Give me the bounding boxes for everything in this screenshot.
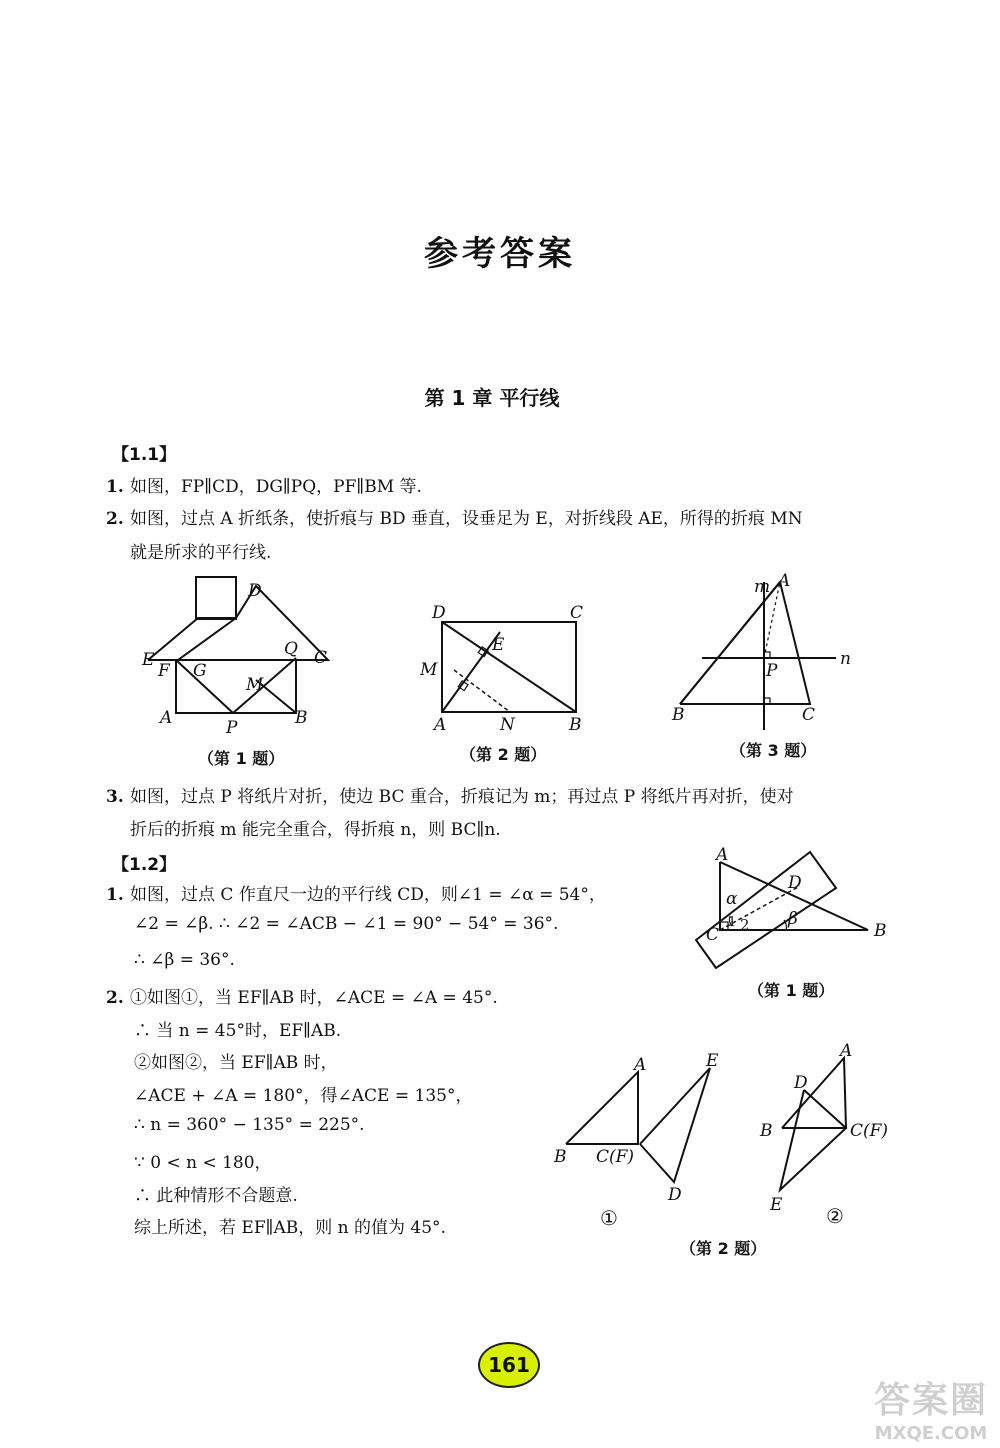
svg-text:C: C [706, 925, 720, 945]
svg-text:C(F): C(F) [850, 1121, 889, 1141]
svg-text:A: A [634, 1055, 647, 1075]
svg-text:B: B [760, 1121, 773, 1141]
figure-marker-1: ① [600, 1206, 618, 1230]
svg-text:D: D [248, 581, 262, 601]
svg-text:2: 2 [740, 916, 750, 934]
watermark-url: MXQE.COM [874, 1423, 988, 1444]
figure-triangle-folds [668, 570, 858, 730]
answer-text: 如图，FP∥CD，DG∥PQ，PF∥BM 等. [130, 477, 422, 497]
watermark [874, 1372, 988, 1444]
svg-text:A: A [778, 571, 791, 591]
answer-line: ∵ 0 < n < 180， [134, 1153, 272, 1173]
svg-text:C: C [570, 603, 584, 623]
svg-text:B: B [672, 705, 685, 725]
svg-text:E: E [492, 635, 505, 655]
answer-line: 综上所述，若 EF∥AB，则 n 的值为 45°. [134, 1218, 446, 1238]
answer-text: 如图，过点 A 折纸条，使折痕与 BD 垂直，设垂足为 E，对折线段 AE，所得的折痕 MN [130, 509, 803, 529]
figure-house [138, 570, 338, 740]
svg-text:Q: Q [284, 639, 298, 659]
svg-text:P: P [226, 718, 238, 738]
answer-1-1-q1 [106, 472, 422, 497]
svg-text:E: E [142, 650, 155, 670]
figure-ruler-triangle [690, 842, 900, 972]
svg-text:A: A [434, 715, 447, 735]
svg-text:n: n [840, 649, 851, 669]
answer-line: ∴ 当 n = 45°时，EF∥AB. [134, 1021, 342, 1041]
figure-caption: （第 2 题） [460, 745, 547, 764]
question-number: 1. [106, 477, 124, 497]
answer-1-1-q3-cont: 折后的折痕 m 能完全重合，得折痕 n，则 BC∥n. [130, 820, 501, 840]
svg-text:1: 1 [728, 915, 737, 930]
section-label-1-1: 【1.1】 [112, 445, 177, 465]
answer-line: ②如图②，当 EF∥AB 时， [134, 1053, 338, 1073]
svg-text:D: D [788, 873, 802, 893]
answer-line: ∴ n = 360° − 135° = 225°. [134, 1115, 365, 1135]
answer-line: ∴ 此种情形不合题意. [134, 1186, 298, 1206]
chapter-heading: 第 1 章 平行线 [424, 386, 560, 410]
section-label-1-2: 【1.2】 [112, 855, 177, 875]
svg-text:A: A [716, 845, 729, 865]
svg-text:β: β [788, 909, 798, 929]
figure-caption: （第 2 题） [680, 1239, 767, 1258]
answer-text: 如图，过点 C 作直尺一边的平行线 CD，则∠1 = ∠α = 54°， [130, 885, 606, 905]
svg-text:E: E [770, 1195, 783, 1210]
question-number: 1. [106, 885, 124, 905]
watermark-text: 答案圈 [873, 1380, 988, 1421]
page-title: 参考答案 [424, 234, 576, 274]
figure-caption: （第 1 题） [198, 749, 285, 768]
answer-1-2-q1-cont: ∠2 = ∠β. ∴ ∠2 = ∠ACB − ∠1 = 90° − 54° = 36°. [134, 914, 559, 934]
figure-triangles-case-2 [756, 1040, 906, 1210]
svg-text:F: F [158, 661, 170, 681]
answer-line: ∠ACE + ∠A = 180°，得∠ACE = 135°， [134, 1086, 473, 1106]
figure-triangles-case-1 [550, 1048, 730, 1208]
svg-text:B: B [554, 1147, 567, 1167]
svg-text:C: C [314, 648, 328, 668]
svg-text:C(F): C(F) [596, 1147, 635, 1167]
svg-text:A: A [160, 708, 173, 728]
svg-text:D: D [794, 1073, 808, 1093]
svg-text:D: D [668, 1185, 682, 1205]
svg-text:P: P [766, 661, 778, 681]
svg-text:M: M [420, 660, 438, 680]
question-number: 3. [106, 787, 124, 807]
answer-1-2-q1 [106, 880, 606, 905]
svg-text:α: α [726, 889, 738, 909]
figure-marker-2: ② [826, 1204, 844, 1228]
svg-text:G: G [193, 661, 207, 681]
answer-1-2-q1-cont: ∴ ∠β = 36°. [134, 950, 235, 970]
svg-text:B: B [295, 708, 308, 728]
figure-caption: （第 1 题） [748, 981, 835, 1000]
question-number: 2. [106, 509, 124, 529]
svg-text:M: M [246, 675, 264, 695]
svg-text:A: A [840, 1041, 853, 1061]
svg-text:D: D [432, 603, 446, 623]
question-number: 2. [106, 988, 124, 1008]
answer-1-2-q2 [106, 983, 498, 1008]
page-number-badge: 161 [478, 1342, 540, 1388]
figure-rectangle [414, 596, 594, 736]
answer-1-1-q2-cont: 就是所求的平行线. [130, 543, 272, 563]
answer-text: ①如图①，当 EF∥AB 时，∠ACE = ∠A = 45°. [130, 988, 498, 1008]
svg-text:E: E [706, 1051, 719, 1071]
svg-text:B: B [874, 921, 887, 941]
figure-caption: （第 3 题） [730, 741, 817, 760]
answer-text: 如图，过点 P 将纸片对折，使边 BC 重合，折痕记为 m；再过点 P 将纸片再对折，使对 [130, 787, 794, 807]
answer-1-1-q2 [106, 504, 803, 529]
svg-text:B: B [569, 715, 582, 735]
svg-text:m: m [754, 577, 771, 597]
svg-text:C: C [802, 705, 816, 725]
answer-1-1-q3 [106, 782, 794, 807]
svg-text:N: N [500, 715, 515, 735]
